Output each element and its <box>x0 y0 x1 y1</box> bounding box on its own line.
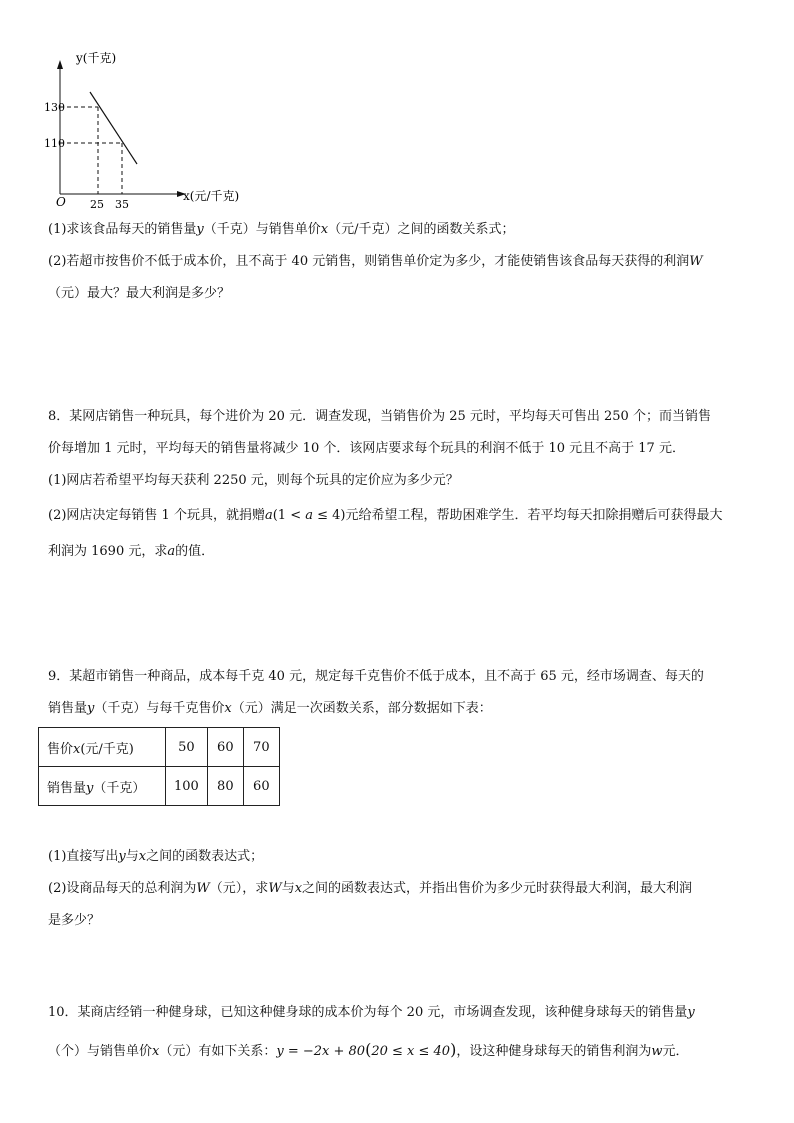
q9-line1 <box>48 668 704 686</box>
q9-part1-mid: 与 <box>125 849 139 864</box>
q10-line2-mid: （元）有如下关系： <box>159 1044 277 1059</box>
y-axis-label: y(千克) <box>76 51 117 65</box>
q9-part2-line1 <box>48 880 692 898</box>
q10-line2-pre: （个）与销售单价 <box>48 1044 153 1059</box>
q7-part2-line1 <box>48 253 703 271</box>
q7-part2-text: (2)若超市按售价不低于成本价，且不高于 40 元销售，则销售单价定为多少，才能使销售该食品每天获得的利润 <box>48 254 690 269</box>
row-header-price: 售价x(元/千克) <box>39 728 166 767</box>
var-y: y <box>196 222 204 237</box>
q8-line2 <box>48 440 685 458</box>
q9-line2-mid: （千克）与每千克售价 <box>94 701 225 716</box>
table-row <box>39 728 280 767</box>
var-y: y <box>118 849 126 864</box>
var-x: x <box>73 741 81 757</box>
y-axis-arrow <box>57 60 63 69</box>
var-y: y <box>687 1005 695 1020</box>
formula: y = −2x + 80 <box>276 1044 366 1059</box>
q7-part1-post: （元/千克）之间的函数关系式； <box>328 222 515 237</box>
var-W: W <box>689 254 703 269</box>
q7-part2-line2-text: （元）最大？最大利润是多少？ <box>48 286 231 301</box>
var-a: a <box>167 544 176 559</box>
var-y: y <box>86 780 94 796</box>
y-tick-110: 110 <box>44 137 65 150</box>
q7-part1-mid: （千克）与销售单价 <box>203 222 321 237</box>
q9-line1-text: 9．某超市销售一种商品，成本每千克 40 元，规定每千克售价不低于成本，且不高于 65 元，经市场调查、每天的 <box>48 669 704 684</box>
q9-part2-line2 <box>48 912 100 930</box>
q8-part1 <box>48 472 459 490</box>
q7-part1-pre: (1)求该食品每天的销售量 <box>48 222 197 237</box>
q8-part2-line1 <box>48 507 723 525</box>
var-x: x <box>152 1044 160 1059</box>
sales-line <box>90 92 137 164</box>
q7-part2-line2 <box>48 285 230 303</box>
q8-line1-text: 8．某网店销售一种玩具，每个进价为 20 元．调查发现，当销售价为 25 元时，平均每天可售出 250 个；而当销售 <box>48 409 711 424</box>
table-cell: 100 <box>166 767 208 806</box>
q8-part2-cond-close: ≤ 4) <box>312 508 346 523</box>
x-axis-label: x(元/千克) <box>183 189 240 203</box>
q9-part2-mid1: （元），求 <box>209 881 269 896</box>
q9-line2-pre: 销售量 <box>48 701 88 716</box>
origin-label: O <box>56 195 66 209</box>
q8-part2-post: 元给希望工程，帮助困难学生．若平均每天扣除捐赠后可获得最大 <box>345 508 723 523</box>
paren-close: ) <box>450 1040 457 1059</box>
q10-line1-text: 10．某商店经销一种健身球，已知这种健身球的成本价为每个 20 元，市场调查发现，该种健身球每天的销售量 <box>48 1005 688 1020</box>
q8-line1 <box>48 408 711 426</box>
q8-line2-text: 价每增加 1 元时，平均每天的销售量将减少 10 个．该网店要求每个玩具的利润不低于 10 元且不高于 17 元． <box>48 441 685 456</box>
var-w: w <box>651 1044 663 1059</box>
condition: 20 ≤ x ≤ 40 <box>371 1044 451 1059</box>
q10-line2-end: 元． <box>662 1044 689 1059</box>
q9-part1-post: 之间的函数表达式； <box>146 849 264 864</box>
q9-part2-post: 之间的函数表达式，并指出售价为多少元时获得最大利润，最大利润 <box>302 881 693 896</box>
q9-part2-pre: (2)设商品每天的总利润为 <box>48 881 197 896</box>
var-x: x <box>224 701 232 716</box>
table-cell: 70 <box>243 728 279 767</box>
x-tick-25: 25 <box>90 198 104 211</box>
table-row <box>39 767 280 806</box>
x-tick-35: 35 <box>115 198 129 211</box>
y-tick-130: 130 <box>44 101 65 114</box>
q8-part2-line2-post: 的值． <box>175 544 215 559</box>
table-cell: 60 <box>243 767 279 806</box>
q8-part2-pre: (2)网店决定每销售 1 个玩具，就捐赠 <box>48 508 265 523</box>
q9-part2-line2-text: 是多少？ <box>48 913 101 928</box>
var-W: W <box>268 881 282 896</box>
table-cell: 50 <box>166 728 208 767</box>
q10-line2 <box>48 1041 688 1061</box>
q9-part1-pre: (1)直接写出 <box>48 849 119 864</box>
price-sales-graph <box>40 44 270 214</box>
var-a: a <box>305 508 313 523</box>
q8-part2-line2-pre: 利润为 1690 元，求 <box>48 544 168 559</box>
q8-part2-line2 <box>48 543 214 561</box>
q9-line2 <box>48 700 492 718</box>
q10-line1 <box>48 1004 695 1022</box>
q9-line2-post: （元）满足一次函数关系，部分数据如下表： <box>231 701 492 716</box>
var-W: W <box>196 881 210 896</box>
var-x: x <box>138 849 147 864</box>
paren-open: ( <box>365 1040 372 1059</box>
q9-part2-mid2: 与 <box>281 881 295 896</box>
table-cell: 60 <box>207 728 243 767</box>
var-x: x <box>320 222 329 237</box>
table-cell: 80 <box>207 767 243 806</box>
var-a: a <box>264 508 273 523</box>
q9-part1 <box>48 848 263 866</box>
q8-part2-cond-open: (1 < <box>272 508 306 523</box>
q10-line2-post: ，设这种健身球每天的销售利润为 <box>456 1044 652 1059</box>
var-y: y <box>87 701 95 716</box>
row-header-sales: 销售量y（千克） <box>39 767 166 806</box>
price-sales-table <box>38 727 280 806</box>
q8-part1-text: (1)网店若希望平均每天获利 2250 元，则每个玩具的定价应为多少元？ <box>48 473 459 488</box>
var-x: x <box>294 881 303 896</box>
q7-part1 <box>48 221 515 239</box>
